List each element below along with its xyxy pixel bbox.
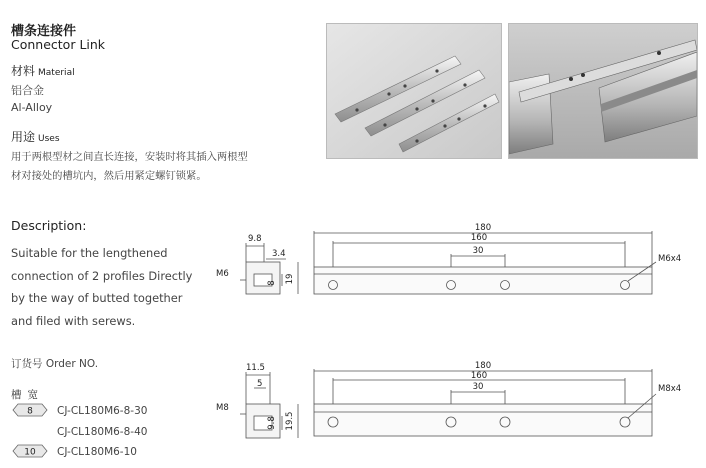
material-label-zh: 材料 [11, 64, 36, 78]
dim-side-width: 11.5 [246, 363, 265, 373]
dim-thread: M6 [216, 269, 229, 279]
order-code: CJ-CL180M6-8-40 [57, 426, 148, 438]
order-code: CJ-CL180M6-10 [57, 446, 137, 458]
material-heading [11, 62, 75, 79]
dim-side-offset: 5 [257, 379, 263, 389]
product-photo-installed [508, 23, 698, 159]
dim-hole-span: 160 [470, 233, 488, 243]
uses-text: 用于两根型材之间直长连接，安装时将其插入两根型材对接处的槽坑内，然后用紧定螺钉锁紧。 [11, 151, 248, 182]
dim-holes: M6x4 [658, 254, 682, 264]
technical-drawing-m6 [210, 218, 706, 318]
dim-side-h2: 19.5 [285, 411, 295, 431]
uses-heading [11, 128, 60, 145]
title-en: Connector Link [11, 37, 106, 52]
dim-side-width: 9.8 [248, 234, 262, 244]
product-photo-bars [326, 23, 502, 159]
material-value-en: Al-Alloy [11, 101, 53, 114]
title-zh: 槽条连接件 [11, 24, 77, 39]
dim-side-offset: 3.4 [272, 249, 286, 259]
dim-side-h2: 19 [285, 273, 295, 285]
dim-thread: M8 [216, 403, 229, 413]
dim-holes: M8x4 [658, 384, 682, 394]
bar-front-view [314, 404, 652, 436]
slot-width-label: 槽宽 [11, 389, 44, 401]
slot-badge-8 [12, 403, 48, 417]
slot-badge-8-label: 8 [27, 406, 33, 417]
technical-drawing-m8 [210, 358, 706, 458]
order-code: CJ-CL180M6-8-30 [57, 405, 148, 417]
bar-front-view [314, 267, 652, 294]
uses-label-zh: 用途 [11, 130, 36, 144]
slot-badge-10 [12, 444, 48, 458]
description-heading: Description: [11, 218, 87, 233]
dim-hole-span: 160 [470, 371, 488, 381]
uses-label-en: Uses [38, 134, 60, 144]
dim-length: 180 [474, 223, 492, 233]
order-label: 订货号 Order NO. [11, 358, 99, 370]
dim-hole-pitch: 30 [472, 246, 484, 256]
description-text: Suitable for the lengthened connection of 2 profiles Directly by the way of butted together and filed with serews. [11, 246, 193, 328]
material-value-zh: 铝合金 [11, 84, 44, 97]
dim-hole-pitch: 30 [472, 382, 484, 392]
dim-length: 180 [474, 361, 492, 371]
slot-badge-10-label: 10 [24, 447, 36, 458]
dim-side-h1: 8 [267, 280, 277, 286]
material-label-en: Material [38, 68, 75, 78]
dim-side-h1: 9.8 [267, 416, 277, 430]
